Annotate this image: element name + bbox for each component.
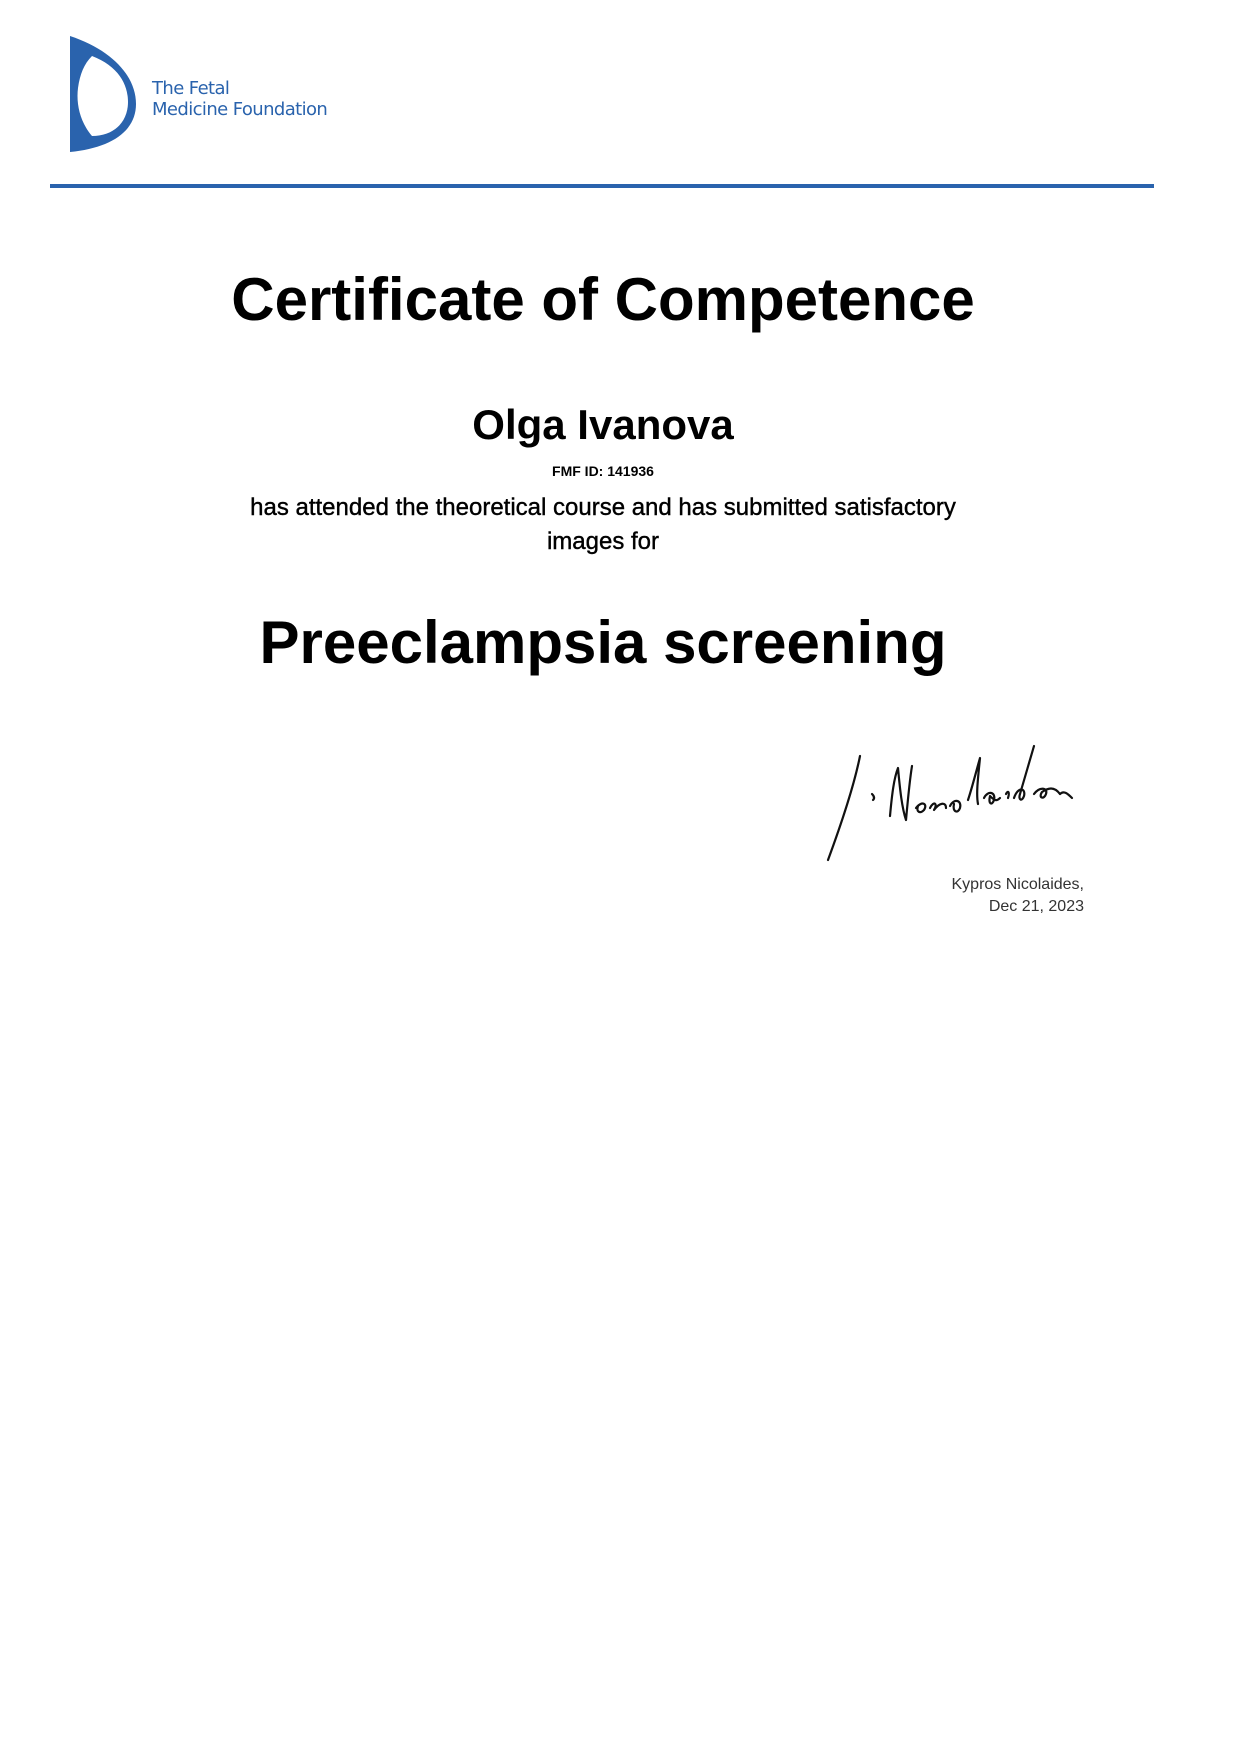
signatory-block: [952, 874, 1085, 918]
fmf-id: FMF ID: 141936: [552, 463, 654, 479]
logo-wordmark: [152, 78, 327, 120]
statement-line-1: has attended the theoretical course and has submitted satisfactory: [250, 494, 956, 521]
fmf-logo-icon: [70, 36, 136, 152]
signature-image: [820, 738, 1090, 868]
course-name: Preeclampsia screening: [259, 609, 947, 676]
recipient-name: Olga Ivanova: [472, 401, 734, 448]
statement-line-2: images for: [546, 528, 660, 555]
certificate-title: Certificate of Competence: [231, 266, 975, 333]
signatory-name: Kypros Nicolaides,: [951, 876, 1084, 893]
signature-date: Dec 21, 2023: [988, 898, 1084, 915]
fmf-logo: [70, 36, 330, 152]
logo-wordmark-line-2: Medicine Foundation: [152, 99, 328, 120]
logo-wordmark-line-1: The Fetal: [152, 78, 230, 99]
header-divider: [50, 184, 1154, 188]
certificate-statement: [0, 491, 1206, 559]
